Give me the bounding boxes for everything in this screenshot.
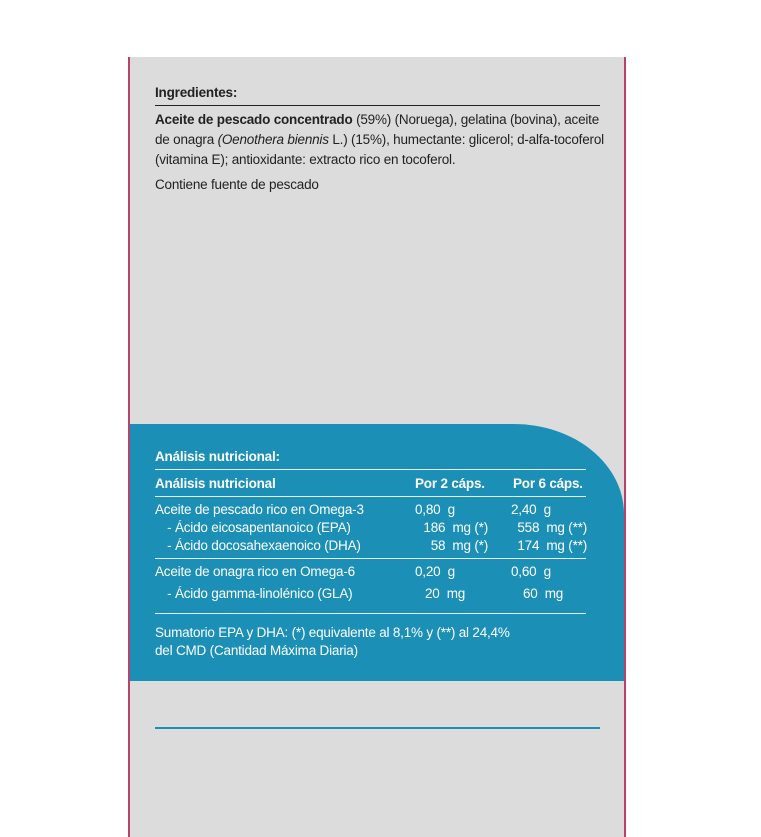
row-value-2: 0,80 g (415, 502, 455, 517)
divider (155, 558, 586, 559)
row-name: - Ácido gamma-linolénico (GLA) (160, 586, 353, 601)
row-value-6: 60 mg (523, 586, 564, 601)
row-name: Aceite de pescado rico en Omega-3 (155, 502, 364, 517)
row-name: - Ácido eicosapentanoico (EPA) (160, 520, 351, 535)
row-name: - Ácido docosahexaenoico (DHA) (160, 538, 361, 553)
row-value-6: 0,60 g (511, 564, 551, 579)
ingredients-italic: (Oenothera biennis (217, 132, 329, 147)
divider (155, 727, 600, 729)
row-value-2: 0,20 g (415, 564, 455, 579)
row-value-2: 20 mg (425, 586, 466, 601)
row-value-6: 2,40 g (511, 502, 551, 517)
divider (155, 105, 600, 106)
header-6-caps: Por 6 cáps. (513, 476, 583, 491)
ingredients-bold: Aceite de pescado concentrado (155, 112, 353, 127)
footnote-line-2: del CMD (Cantidad Máxima Diaria) (155, 643, 358, 658)
ingredients-text-2: L.) (15%), humectante: glicerol; d-alfa-tocoferol (vitamina E); antioxidante: extracto rico en tocoferol. (155, 132, 604, 167)
ingredients-title: Ingredientes: (155, 85, 238, 100)
header-2-caps: Por 2 cáps. (415, 476, 485, 491)
footnote-line-1: Sumatorio EPA y DHA: (*) equivalente al 8,1% y (**) al 24,4% (155, 625, 510, 640)
row-value-2: 58 mg (*) (430, 538, 488, 553)
divider (155, 496, 586, 497)
label-panel (128, 57, 626, 837)
row-value-6: 174 mg (**) (517, 538, 587, 553)
row-value-6: 558 mg (**) (517, 520, 587, 535)
divider (155, 613, 586, 614)
ingredients-text-1: (59%) (Noruega), gelatina (bovina), aceite de onagra (155, 112, 600, 147)
nutrition-panel (130, 424, 624, 681)
nutrition-title: Análisis nutricional: (155, 449, 280, 464)
contains-note: Contiene fuente de pescado (155, 177, 319, 192)
header-name: Análisis nutricional (155, 476, 276, 491)
ingredients-text (155, 110, 605, 170)
row-value-2: 186 mg (*) (423, 520, 488, 535)
row-name: Aceite de onagra rico en Omega-6 (155, 564, 355, 579)
divider (155, 469, 586, 470)
